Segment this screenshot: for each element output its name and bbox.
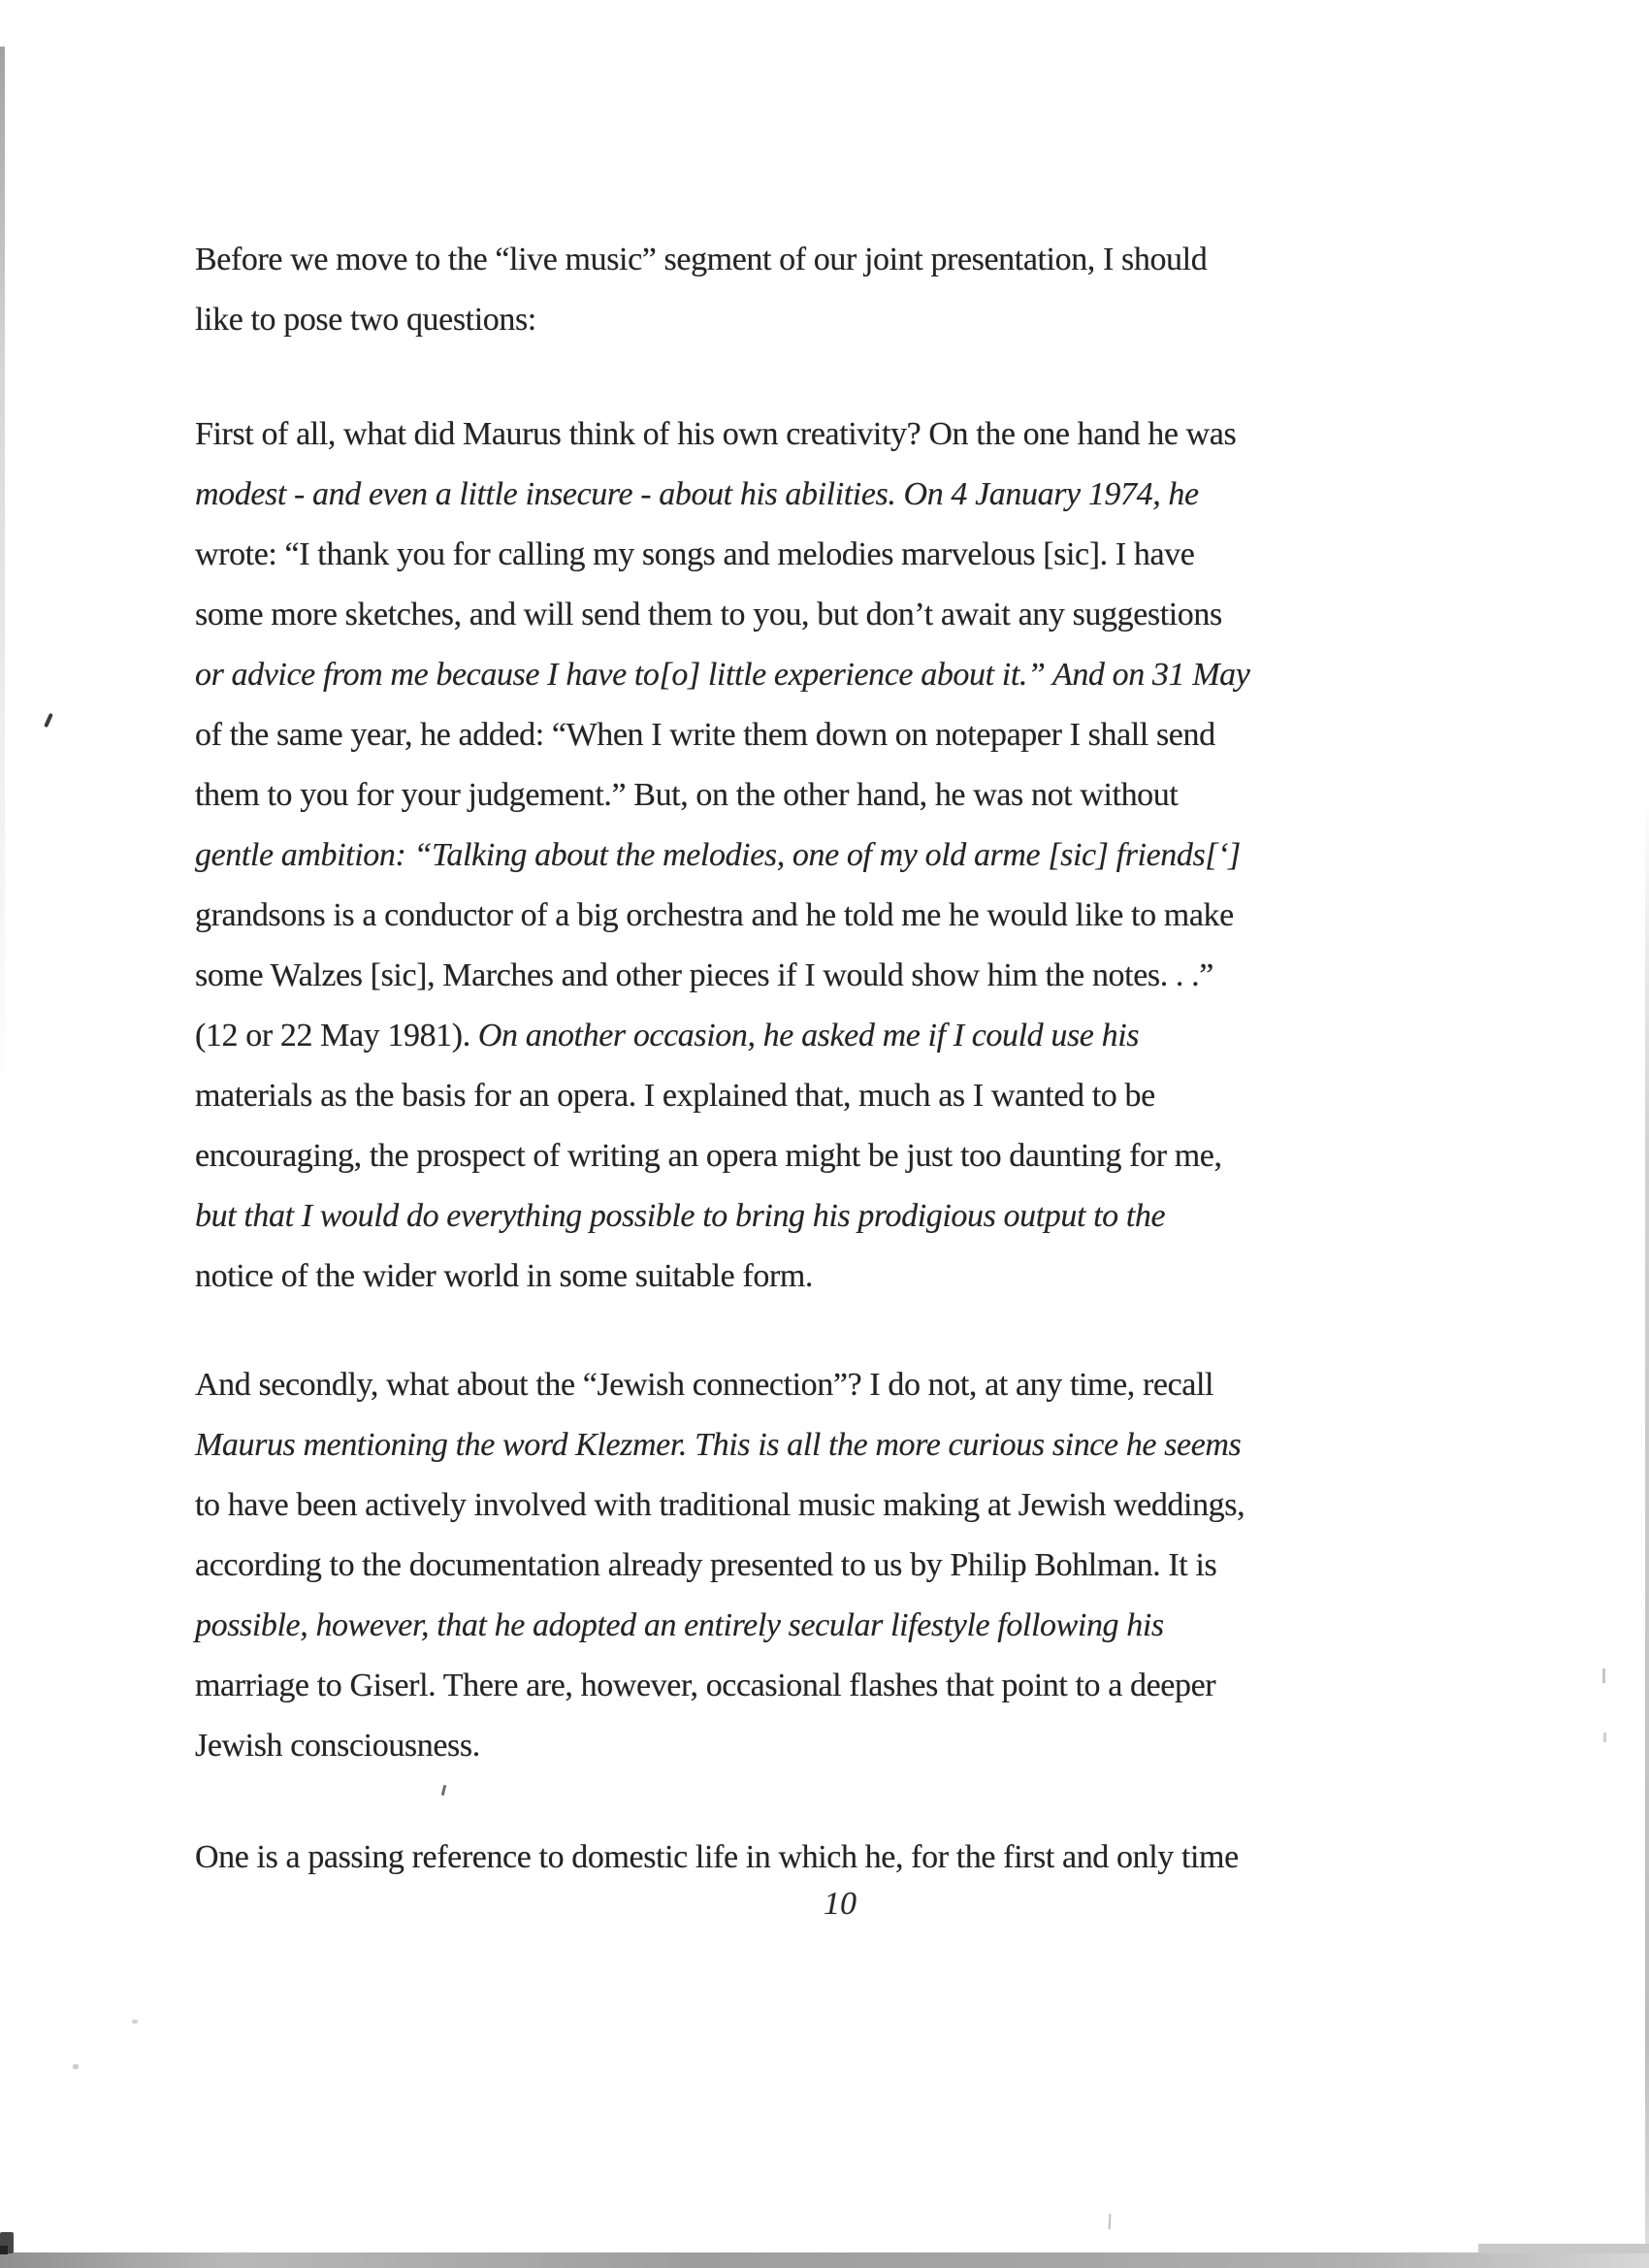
scan-speck — [1109, 2214, 1112, 2229]
text-segment: wrote: “I thank you for calling my songs and melodies marvelous [sic]. I have — [195, 536, 1195, 572]
text-segment: some more sketches, and will send them to you, but don’t await any suggestions — [195, 597, 1222, 632]
text-line — [195, 1006, 1249, 1066]
text-line — [195, 1247, 1249, 1307]
text-segment: First of all, what did Maurus think of his own creativity? On the one hand he was — [195, 416, 1237, 452]
text-line — [195, 1415, 1245, 1475]
text-segment-italic: or advice from me because I have to[o] little experience about it.” And on 31 May — [195, 657, 1250, 693]
text-line — [195, 290, 1207, 350]
text-line — [195, 946, 1249, 1006]
text-segment: encouraging, the prospect of writing an opera might be just too daunting for me, — [195, 1138, 1222, 1174]
text-line — [195, 1656, 1245, 1716]
text-segment: And secondly, what about the “Jewish connection”? I do not, at any time, recall — [195, 1367, 1214, 1403]
stray-tick-mark — [441, 1785, 447, 1796]
text-line — [195, 886, 1249, 946]
text-line — [195, 1536, 1245, 1596]
paragraph-3 — [195, 1355, 1245, 1776]
text-line — [195, 1716, 1245, 1776]
text-line — [195, 1066, 1249, 1126]
text-segment: grandsons is a conductor of a big orchestra and he told me he would like to make — [195, 897, 1234, 933]
text-segment: (12 or 22 May 1981). — [195, 1018, 478, 1053]
text-segment-italic: modest - and even a little insecure - about his abilities. On 4 January 1974, he — [195, 476, 1199, 512]
text-line — [195, 705, 1249, 765]
text-segment: them to you for your judgement.” But, on the other hand, he was not without — [195, 777, 1179, 813]
text-segment: some Walzes [sic], Marches and other pieces if I would show him the notes. . .” — [195, 957, 1213, 993]
text-line — [195, 585, 1249, 645]
page-number: 10 — [824, 1886, 857, 1922]
text-segment: to have been actively involved with traditional music making at Jewish weddings, — [195, 1487, 1245, 1523]
text-line — [195, 645, 1249, 705]
scan-speck — [73, 2064, 79, 2069]
scan-right-edge-shadow — [1645, 795, 1649, 2260]
text-segment: One is a passing reference to domestic life in which he, for the first and only time — [195, 1839, 1239, 1875]
text-line — [195, 230, 1207, 290]
text-segment-italic: gentle ambition: “Talking about the melodies, one of my old arme [sic] friends[‘] — [195, 837, 1241, 873]
text-segment: materials as the basis for an opera. I explained that, much as I wanted to be — [195, 1078, 1155, 1114]
scan-speck — [132, 2020, 138, 2024]
text-line — [195, 465, 1249, 525]
text-segment: marriage to Giserl. There are, however, occasional flashes that point to a deeper — [195, 1668, 1216, 1703]
text-segment-italic: but that I would do everything possible to bring his prodigious output to the — [195, 1198, 1166, 1234]
text-segment: according to the documentation already presented to us by Philip Bohlman. It is — [195, 1547, 1217, 1583]
text-line — [195, 1126, 1249, 1186]
scan-bottom-band — [0, 2252, 1649, 2268]
paragraph-2 — [195, 405, 1249, 1307]
text-line — [195, 1186, 1249, 1247]
text-segment-italic: Maurus mentioning the word Klezmer. This is all the more curious since he seems — [195, 1427, 1242, 1463]
text-line — [195, 765, 1249, 826]
scan-speck — [1603, 1733, 1606, 1742]
text-line — [195, 1596, 1245, 1656]
scan-speck — [1602, 1669, 1605, 1683]
scan-left-edge-shadow — [0, 47, 5, 1114]
stray-quote-mark — [44, 713, 53, 728]
text-line — [195, 1355, 1245, 1415]
text-line — [195, 1475, 1245, 1536]
text-segment: Before we move to the “live music” segment of our joint presentation, I should — [195, 242, 1208, 277]
text-segment: Jewish consciousness. — [195, 1728, 480, 1764]
text-segment: of the same year, he added: “When I write them down on notepaper I shall send — [195, 717, 1215, 753]
text-segment: notice of the wider world in some suitable form. — [195, 1258, 814, 1294]
text-segment-italic: On another occasion, he asked me if I could use his — [477, 1018, 1140, 1053]
paragraph-1 — [195, 230, 1207, 350]
text-line — [195, 826, 1249, 886]
scan-bottom-band-right — [1478, 2244, 1649, 2253]
text-segment-italic: possible, however, that he adopted an entirely secular lifestyle following his — [195, 1607, 1164, 1643]
scan-bottom-left-notch-dark — [0, 2246, 8, 2254]
text-line — [195, 525, 1249, 585]
text-line — [195, 405, 1249, 465]
text-segment: like to pose two questions: — [195, 302, 536, 338]
